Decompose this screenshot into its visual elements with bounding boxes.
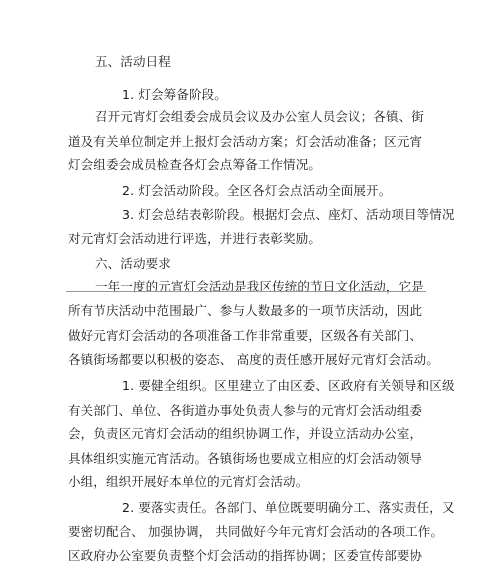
paragraph-line: 各镇街场都要以积极的姿态、 高度的责任感开展好元宵灯会活动。 bbox=[68, 352, 439, 367]
paragraph-line: 会，负责区元宵灯会活动的组织协调工作，并设立活动办公室， bbox=[68, 426, 423, 441]
list-item-phase-3: 3. 灯会总结表彰阶段。根据灯会点、座灯、活动项目等情况 bbox=[122, 207, 455, 222]
section-heading-requirements: 六、活动要求 bbox=[95, 256, 171, 271]
paragraph-line: 有关部门、单位、各街道办事处负责人参与的元宵灯会活动组委 bbox=[68, 403, 423, 418]
list-item-phase-1: 1. 灯会筹备阶段。 bbox=[122, 87, 227, 102]
paragraph-line: 小组，组织开展好本单位的元宵灯会活动。 bbox=[68, 474, 309, 489]
paragraph-line: 所有节庆活动中范围最广、参与人数最多的一项节庆活动，因此 bbox=[68, 303, 423, 318]
list-item-phase-2: 2. 灯会活动阶段。全区各灯会点活动全面展开。 bbox=[122, 183, 392, 198]
paragraph-line: 对元宵灯会活动进行评选，并进行表彰奖励。 bbox=[68, 231, 322, 246]
list-item-requirement-1: 1. 要健全组织。区里建立了由区委、区政府有关领导和区级 bbox=[122, 378, 455, 393]
list-item-requirement-2: 2. 要落实责任。各部门、单位既要明确分工、落实责任，又 bbox=[122, 500, 455, 515]
paragraph-line: 要密切配合、 加强协调， 共同做好今年元宵灯会活动的各项工作。 bbox=[68, 524, 444, 539]
paragraph-line: 召开元宵灯会组委会成员会议及办公室人员会议；各镇、街 bbox=[95, 109, 424, 124]
section-heading-schedule: 五、活动日程 bbox=[95, 54, 171, 69]
paragraph-line: 灯会组委会成员检查各灯会点筹备工作情况。 bbox=[68, 157, 322, 172]
paragraph-line: 区政府办公室要负责整个灯会活动的指挥协调；区委宣传部要协 bbox=[68, 548, 423, 563]
divider bbox=[66, 291, 426, 292]
paragraph-line: 具体组织实施元宵活动。各镇街场也要成立相应的灯会活动领导 bbox=[68, 451, 423, 466]
paragraph-line: 道及有关单位制定并上报灯会活动方案；灯会活动准备；区元宵 bbox=[68, 134, 423, 149]
paragraph-line: 一年一度的元宵灯会活动是我区传统的节日文化活动，它是 bbox=[95, 279, 424, 294]
paragraph-line: 做好元宵灯会活动的各项准备工作非常重要，区级各有关部门、 bbox=[68, 328, 423, 343]
